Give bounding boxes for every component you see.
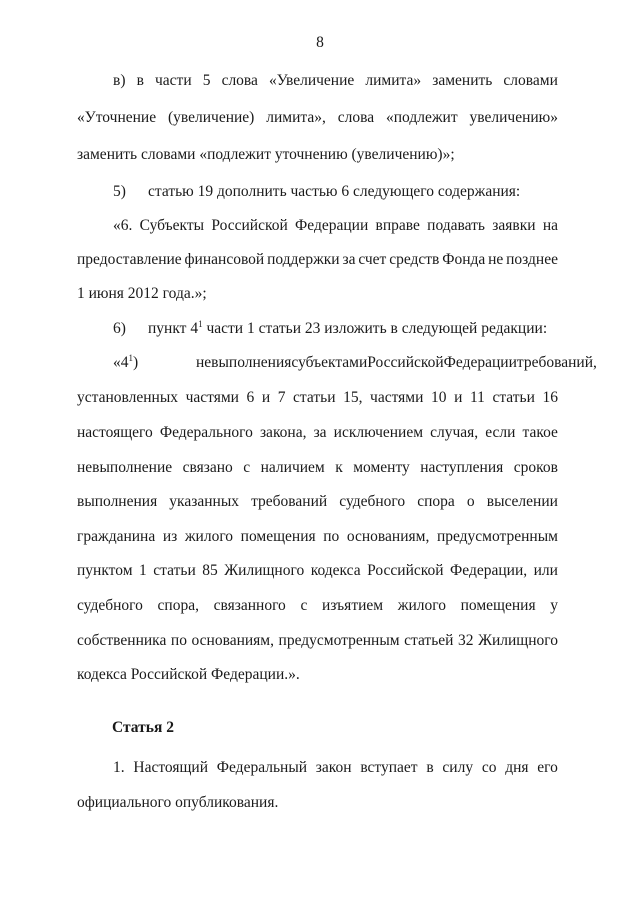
word: Жилищного xyxy=(478,632,558,649)
word: 6 xyxy=(246,389,255,406)
word: Федерального xyxy=(159,424,253,441)
word: «6. xyxy=(113,217,133,234)
word: силу xyxy=(442,759,474,776)
word: невыполнения xyxy=(196,354,292,371)
item-6-superscript: 1 xyxy=(198,319,203,329)
word: за xyxy=(342,251,356,268)
word: Федерации, xyxy=(450,562,528,579)
word: 15, xyxy=(343,389,363,406)
word: основаниям, xyxy=(346,528,430,545)
word: спора xyxy=(417,493,455,510)
word: увеличению» xyxy=(469,109,558,126)
word: в xyxy=(426,759,434,776)
word: дня xyxy=(505,759,529,776)
word: помещения xyxy=(240,528,316,545)
word: частями xyxy=(185,389,239,406)
word: 7 xyxy=(277,389,286,406)
word: жилого xyxy=(184,528,234,545)
word: 1. xyxy=(113,759,125,776)
word: предусмотренным xyxy=(278,632,400,649)
quote-6-line-2 xyxy=(77,250,558,270)
word: со xyxy=(481,759,497,776)
word: словами xyxy=(503,72,558,89)
word: лимита», xyxy=(266,109,326,126)
word: 32 xyxy=(458,632,474,649)
word: статьи xyxy=(153,562,196,579)
quote-4-1-label xyxy=(113,353,138,373)
quote-4-1-line-9 xyxy=(77,631,558,651)
word: наличием xyxy=(260,459,325,476)
word: жилого xyxy=(397,597,446,614)
word: случая, xyxy=(430,424,479,441)
word: не xyxy=(488,251,504,268)
word: частями xyxy=(370,389,424,406)
quote-4-1-line-1-words xyxy=(196,353,597,373)
item-6-marker: 6) xyxy=(113,320,126,337)
quote-4-1-line-6 xyxy=(77,527,558,547)
word: статьи xyxy=(492,389,535,406)
word: 10 xyxy=(430,389,447,406)
word: судебного xyxy=(339,493,406,510)
word: за xyxy=(313,424,327,441)
word: Федеральный xyxy=(216,759,308,776)
word: Фонда xyxy=(442,251,486,268)
quote-4-1-line-7 xyxy=(77,561,558,581)
word: слова xyxy=(221,72,258,89)
item-6-text-after: части 1 статьи 23 изложить в следующей редакции: xyxy=(202,320,548,337)
quote-6-line-1 xyxy=(113,216,558,236)
word: Федерации xyxy=(295,217,369,234)
word: невыполнение xyxy=(77,459,173,476)
word: Федерации xyxy=(443,354,517,371)
word: 16 xyxy=(542,389,558,406)
word: связано xyxy=(182,459,233,476)
item-v-line-1 xyxy=(113,71,558,91)
quote-4-1-line-8 xyxy=(77,596,558,616)
word: предусмотренным xyxy=(436,528,558,545)
word: если xyxy=(485,424,516,441)
word: основаниям, xyxy=(191,632,274,649)
word: подавать xyxy=(427,217,485,234)
word: поддержки xyxy=(267,251,340,268)
word: Жилищного xyxy=(224,562,305,579)
word: собственника xyxy=(77,632,167,649)
word: с xyxy=(243,459,251,476)
word: указанных xyxy=(169,493,239,510)
word: в xyxy=(136,72,144,89)
quote-4-1-line-4 xyxy=(77,458,558,478)
word: «подлежит xyxy=(385,109,458,126)
word: вступает xyxy=(360,759,418,776)
item-v-line-2 xyxy=(77,108,558,128)
article-2-p1-line-2: официального опубликования. xyxy=(77,794,279,811)
quote-4-1-line-2 xyxy=(77,388,558,408)
word: 5 xyxy=(202,72,211,89)
word: заявки xyxy=(492,217,536,234)
word: спора, xyxy=(157,597,199,614)
quote-4-1-superscript: 1 xyxy=(128,353,133,363)
word: выполнения xyxy=(77,493,158,510)
word: помещения xyxy=(460,597,536,614)
word: из xyxy=(162,528,178,545)
word: «Уточнение xyxy=(77,109,157,126)
word: 85 xyxy=(202,562,218,579)
word: заменить xyxy=(432,72,493,89)
word: 1 xyxy=(139,562,147,579)
word: позднее xyxy=(506,251,558,268)
word: или xyxy=(533,562,558,579)
word: слова xyxy=(337,109,375,126)
word: судебного xyxy=(77,597,143,614)
quote-4-1-line-5 xyxy=(77,492,558,512)
word: средств xyxy=(389,251,440,268)
word: с xyxy=(300,597,308,614)
word: у xyxy=(550,597,558,614)
word: выселении xyxy=(486,493,558,510)
word: части xyxy=(155,72,192,89)
word: статьи xyxy=(293,389,336,406)
quote-4-1-open: «4 xyxy=(113,354,129,371)
word: кодекса xyxy=(310,562,361,579)
word: по xyxy=(323,528,340,545)
word: Российской xyxy=(211,217,288,234)
item-6-text-before: пункт 4 xyxy=(148,320,199,337)
word: Настоящий xyxy=(133,759,209,776)
word: лимита» xyxy=(365,72,422,89)
word: Российской xyxy=(367,562,444,579)
word: о xyxy=(466,493,475,510)
item-6-text xyxy=(148,319,547,339)
word: изъятием xyxy=(322,597,384,614)
word: (увеличение) xyxy=(167,109,255,126)
word: такое xyxy=(522,424,558,441)
item-5-text: статью 19 дополнить частью 6 следующего содержания: xyxy=(148,183,521,200)
word: и xyxy=(261,389,271,406)
word: закон xyxy=(315,759,352,776)
quote-4-1-close: ) xyxy=(133,354,139,371)
word: требований, xyxy=(516,354,597,371)
word: исключением xyxy=(333,424,424,441)
word: вправе xyxy=(375,217,420,234)
word: предоставление xyxy=(77,251,182,268)
word: настоящего xyxy=(77,424,153,441)
quote-4-1-line-10: кодекса Российской Федерации.». xyxy=(77,666,300,683)
word: в) xyxy=(113,72,126,89)
article-2-heading: Статья 2 xyxy=(112,719,174,736)
word: Субъекты xyxy=(139,217,205,234)
word: пунктом xyxy=(77,562,133,579)
word: субъектами xyxy=(291,354,368,371)
word: наступления xyxy=(420,459,504,476)
word: статьей xyxy=(404,632,454,649)
word: к xyxy=(335,459,343,476)
word: закона, xyxy=(259,424,307,441)
quote-4-1-line-1 xyxy=(113,353,597,373)
article-2-p1-line-1 xyxy=(113,758,558,778)
item-5-marker: 5) xyxy=(113,183,126,200)
word: по xyxy=(170,632,187,649)
word: требований xyxy=(251,493,328,510)
word: финансовой xyxy=(184,251,265,268)
word: на xyxy=(542,217,558,234)
page-number: 8 xyxy=(316,34,324,51)
word: моменту xyxy=(353,459,410,476)
word: 11 xyxy=(469,389,485,406)
word: сроков xyxy=(513,459,558,476)
quote-6-line-3: 1 июня 2012 года.»; xyxy=(77,285,207,302)
word: связанного xyxy=(213,597,286,614)
word: гражданина xyxy=(77,528,156,545)
word: и xyxy=(454,389,463,406)
word: «Увеличение xyxy=(269,72,355,89)
word: счет xyxy=(358,251,387,268)
quote-4-1-line-3 xyxy=(77,423,558,443)
item-v-line-3: заменить словами «подлежит уточнению (увеличению)»; xyxy=(77,146,455,163)
word: Российской xyxy=(367,354,444,371)
word: установленных xyxy=(77,389,178,406)
word: его xyxy=(537,759,558,776)
